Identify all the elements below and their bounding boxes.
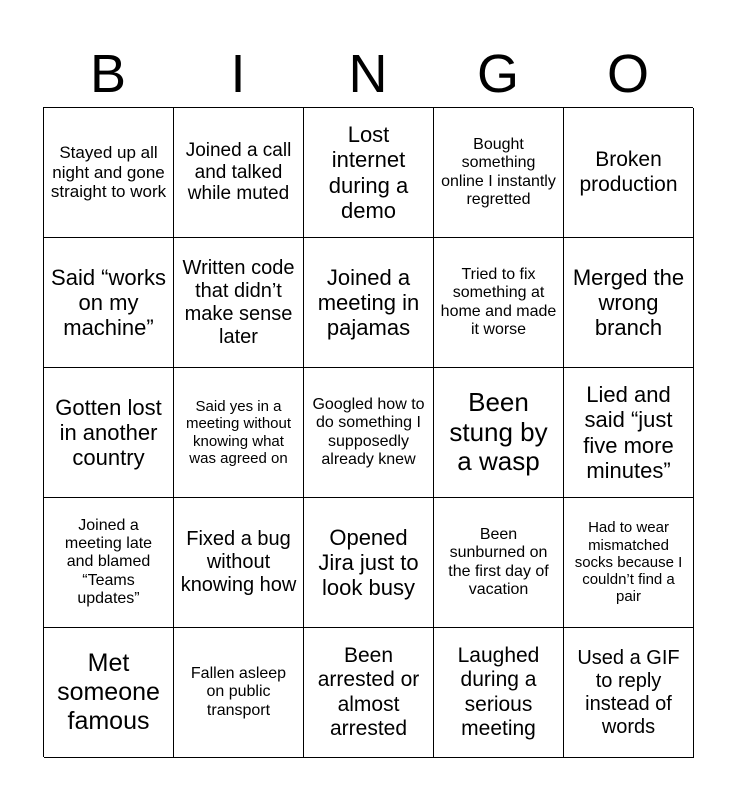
bingo-cell[interactable]: [564, 238, 694, 368]
cell-text: Been stung by a wasp: [449, 386, 548, 477]
cell-text: Tried to fix something at home and made it worse: [440, 265, 557, 338]
bingo-cell[interactable]: [564, 628, 694, 758]
cell-text: Fallen asleep on public transport: [190, 664, 287, 719]
cell-text: Been arrested or almost arrested: [317, 644, 420, 740]
bingo-cell[interactable]: [564, 498, 694, 628]
bingo-cell[interactable]: [304, 498, 434, 628]
bingo-cell[interactable]: [434, 238, 564, 368]
cell-text: Joined a meeting late and blamed “Teams updates”: [64, 516, 153, 608]
header-letter-g: G: [476, 44, 519, 104]
bingo-cell[interactable]: [44, 628, 174, 758]
bingo-cell[interactable]: [434, 108, 564, 238]
bingo-cell[interactable]: [174, 368, 304, 498]
cell-text: Broken production: [579, 148, 678, 196]
cell-text: Googled how to do something I supposedly already knew: [312, 395, 425, 468]
bingo-cell[interactable]: [434, 628, 564, 758]
cell-text: Gotten lost in another country: [55, 394, 162, 471]
cell-text: Said yes in a meeting without knowing what was agreed on: [185, 398, 292, 467]
cell-text: Opened Jira just to look busy: [318, 524, 419, 601]
bingo-cell[interactable]: [434, 368, 564, 498]
header-letter-i: I: [230, 44, 246, 104]
cell-text: Bought something online I instantly regretted: [441, 135, 556, 208]
bingo-cell[interactable]: [174, 628, 304, 758]
bingo-cell[interactable]: [44, 108, 174, 238]
cell-text: Stayed up all night and gone straight to work: [50, 143, 167, 202]
cell-text: Met someone famous: [57, 649, 160, 735]
cell-text: Joined a call and talked while muted: [185, 139, 292, 205]
bingo-cell[interactable]: [174, 498, 304, 628]
cell-text: Used a GIF to reply instead of words: [577, 646, 680, 738]
bingo-board: [43, 107, 693, 757]
bingo-header: [43, 42, 693, 106]
bingo-cell[interactable]: [304, 628, 434, 758]
header-letter-n: N: [348, 44, 388, 104]
bingo-cell[interactable]: [564, 108, 694, 238]
header-letter-b: B: [89, 44, 127, 104]
bingo-cell[interactable]: [44, 238, 174, 368]
cell-text: Merged the wrong branch: [572, 264, 685, 341]
bingo-cell[interactable]: [304, 238, 434, 368]
cell-text: Had to wear mismatched socks because I couldn’t find a pair: [574, 519, 683, 606]
cell-text: Lost internet during a demo: [328, 121, 409, 223]
bingo-cell[interactable]: [174, 108, 304, 238]
cell-text: Lied and said “just five more minutes”: [583, 381, 674, 483]
bingo-cell[interactable]: [44, 498, 174, 628]
bingo-cell[interactable]: [44, 368, 174, 498]
bingo-cell[interactable]: [434, 498, 564, 628]
cell-text: Fixed a bug without knowing how: [180, 528, 297, 596]
cell-text: Said “works on my machine”: [51, 264, 166, 341]
cell-text: Been sunburned on the first day of vacation: [448, 525, 549, 598]
cell-text: Written code that didn’t make sense later: [182, 256, 295, 348]
bingo-cell[interactable]: [304, 368, 434, 498]
header-letter-o: O: [606, 44, 649, 104]
bingo-cell[interactable]: [564, 368, 694, 498]
cell-text: Joined a meeting in pajamas: [317, 264, 420, 341]
bingo-cell[interactable]: [304, 108, 434, 238]
cell-text: Laughed during a serious meeting: [457, 644, 540, 740]
bingo-cell[interactable]: [174, 238, 304, 368]
